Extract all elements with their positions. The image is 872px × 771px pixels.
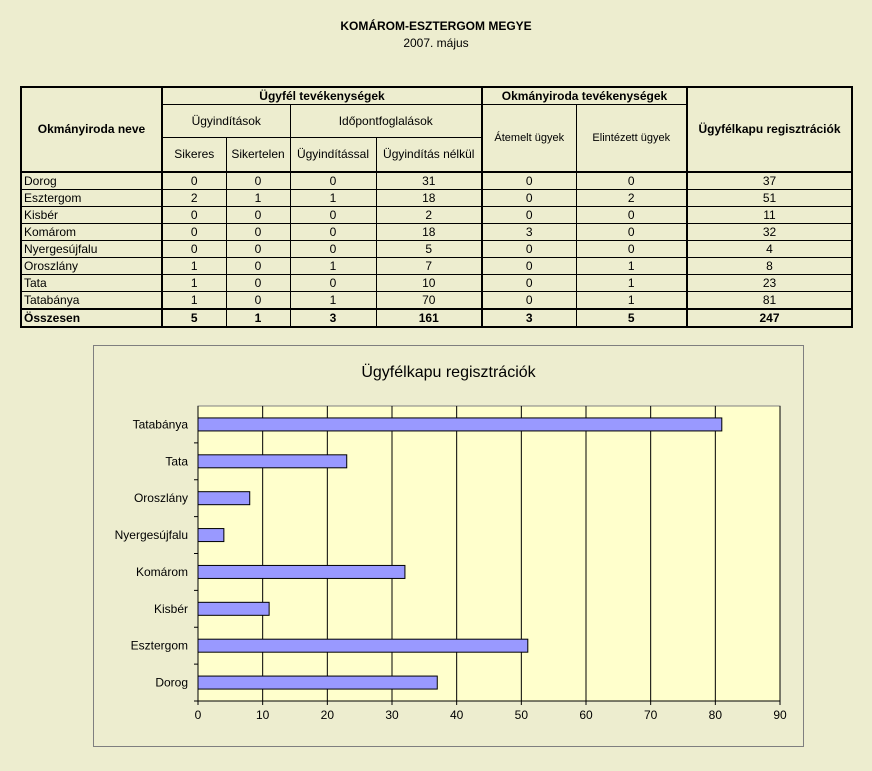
bar-esztergom [198, 639, 528, 652]
total-label: Összesen [21, 309, 162, 327]
value-cell: 23 [687, 275, 852, 292]
table-row [21, 292, 852, 310]
office-name-cell: Tatabánya [21, 292, 162, 310]
value-cell: 3 [482, 309, 576, 327]
value-cell: 7 [376, 258, 482, 275]
value-cell: 70 [376, 292, 482, 310]
value-cell: 11 [687, 207, 852, 224]
header-registrations: Ügyfélkapu regisztrációk [687, 87, 852, 172]
header-office-name: Okmányiroda neve [21, 87, 162, 172]
office-name-cell: Dorog [21, 172, 162, 190]
table-row [21, 207, 852, 224]
bar-tatabánya [198, 418, 722, 431]
value-cell: 1 [576, 275, 687, 292]
office-name-cell: Oroszlány [21, 258, 162, 275]
value-cell: 0 [482, 241, 576, 258]
value-cell: 0 [226, 172, 290, 190]
y-tick-label: Dorog [155, 675, 188, 690]
value-cell: 10 [376, 275, 482, 292]
table-total-row [21, 309, 852, 327]
office-name-cell: Nyergesújfalu [21, 241, 162, 258]
value-cell: 0 [482, 275, 576, 292]
value-cell: 51 [687, 190, 852, 207]
value-cell: 18 [376, 224, 482, 241]
value-cell: 5 [162, 309, 226, 327]
x-tick-label: 80 [708, 708, 723, 722]
value-cell: 5 [376, 241, 482, 258]
report-title: KOMÁROM-ESZTERGOM MEGYE [340, 19, 532, 33]
value-cell: 18 [376, 190, 482, 207]
value-cell: 1 [162, 275, 226, 292]
value-cell: 1 [226, 190, 290, 207]
bar-tata [198, 455, 347, 468]
bar-komárom [198, 565, 405, 578]
value-cell: 1 [290, 258, 376, 275]
value-cell: 2 [576, 190, 687, 207]
value-cell: 1 [162, 258, 226, 275]
value-cell: 0 [226, 224, 290, 241]
value-cell: 0 [162, 207, 226, 224]
value-cell: 0 [290, 241, 376, 258]
value-cell: 0 [482, 190, 576, 207]
value-cell: 0 [482, 292, 576, 310]
value-cell: 1 [576, 258, 687, 275]
value-cell: 4 [687, 241, 852, 258]
value-cell: 0 [226, 258, 290, 275]
header-initiations: Ügyindítások [162, 105, 290, 138]
bar-nyergesújfalu [198, 529, 224, 542]
value-cell: 1 [162, 292, 226, 310]
table-row [21, 172, 852, 190]
x-tick-label: 30 [385, 708, 399, 722]
bar-dorog [198, 676, 437, 689]
table-row [21, 241, 852, 258]
x-tick-label: 50 [514, 708, 529, 722]
value-cell: 8 [687, 258, 852, 275]
value-cell: 37 [687, 172, 852, 190]
value-cell: 247 [687, 309, 852, 327]
y-tick-label: Tata [165, 454, 188, 469]
value-cell: 2 [162, 190, 226, 207]
value-cell: 1 [576, 292, 687, 310]
plot-area [198, 406, 780, 701]
x-tick-label: 90 [773, 708, 787, 722]
value-cell: 0 [226, 241, 290, 258]
value-cell: 0 [482, 172, 576, 190]
bar-kisbér [198, 602, 269, 615]
chart-title: Ügyfélkapu regisztrációk [361, 364, 536, 381]
y-tick-label: Oroszlány [133, 491, 188, 506]
value-cell: 0 [290, 275, 376, 292]
office-name-cell: Esztergom [21, 190, 162, 207]
x-tick-label: 20 [320, 708, 335, 722]
header-fail: Sikertelen [226, 138, 290, 173]
value-cell: 0 [290, 172, 376, 190]
value-cell: 0 [162, 241, 226, 258]
value-cell: 1 [290, 190, 376, 207]
value-cell: 3 [290, 309, 376, 327]
x-tick-label: 40 [449, 708, 464, 722]
value-cell: 0 [226, 207, 290, 224]
table-row [21, 275, 852, 292]
value-cell: 2 [376, 207, 482, 224]
bar-oroszlány [198, 492, 250, 505]
report-subtitle: 2007. május [403, 36, 469, 50]
header-appointments: Időpontfoglalások [290, 105, 482, 138]
value-cell: 81 [687, 292, 852, 310]
y-tick-label: Esztergom [130, 638, 188, 653]
y-tick-label: Kisbér [153, 601, 188, 616]
table-row [21, 190, 852, 207]
office-name-cell: Tata [21, 275, 162, 292]
header-transferred: Átemelt ügyek [482, 105, 576, 173]
value-cell: 0 [226, 275, 290, 292]
bar-chart [94, 346, 803, 746]
header-client-activities: Ügyfél tevékenységek [162, 87, 482, 105]
value-cell: 0 [290, 207, 376, 224]
value-cell: 0 [482, 258, 576, 275]
value-cell: 1 [226, 309, 290, 327]
table-row [21, 224, 852, 241]
value-cell: 0 [162, 224, 226, 241]
y-tick-label: Komárom [135, 564, 188, 579]
office-name-cell: Komárom [21, 224, 162, 241]
office-name-cell: Kisbér [21, 207, 162, 224]
x-tick-label: 0 [194, 708, 202, 722]
y-tick-label: Tatabánya [132, 417, 188, 432]
value-cell: 0 [576, 172, 687, 190]
value-cell: 0 [162, 172, 226, 190]
x-tick-label: 70 [643, 708, 658, 722]
value-cell: 0 [290, 224, 376, 241]
value-cell: 0 [226, 292, 290, 310]
value-cell: 0 [576, 241, 687, 258]
value-cell: 161 [376, 309, 482, 327]
chart-area [93, 345, 804, 747]
value-cell: 31 [376, 172, 482, 190]
header-success: Sikeres [162, 138, 226, 173]
value-cell: 0 [576, 224, 687, 241]
header-done: Elintézett ügyek [576, 105, 687, 173]
value-cell: 5 [576, 309, 687, 327]
data-table [20, 86, 853, 328]
y-tick-label: Nyergesújfalu [114, 528, 188, 543]
value-cell: 0 [576, 207, 687, 224]
value-cell: 0 [482, 207, 576, 224]
header-without-initiation: Ügyindítás nélkül [376, 138, 482, 173]
x-tick-label: 10 [255, 708, 270, 722]
value-cell: 32 [687, 224, 852, 241]
x-tick-label: 60 [579, 708, 593, 722]
value-cell: 1 [290, 292, 376, 310]
header-with-initiation: Ügyindítással [290, 138, 376, 173]
value-cell: 3 [482, 224, 576, 241]
header-office-activities: Okmányiroda tevékenységek [482, 87, 687, 105]
table-row [21, 258, 852, 275]
